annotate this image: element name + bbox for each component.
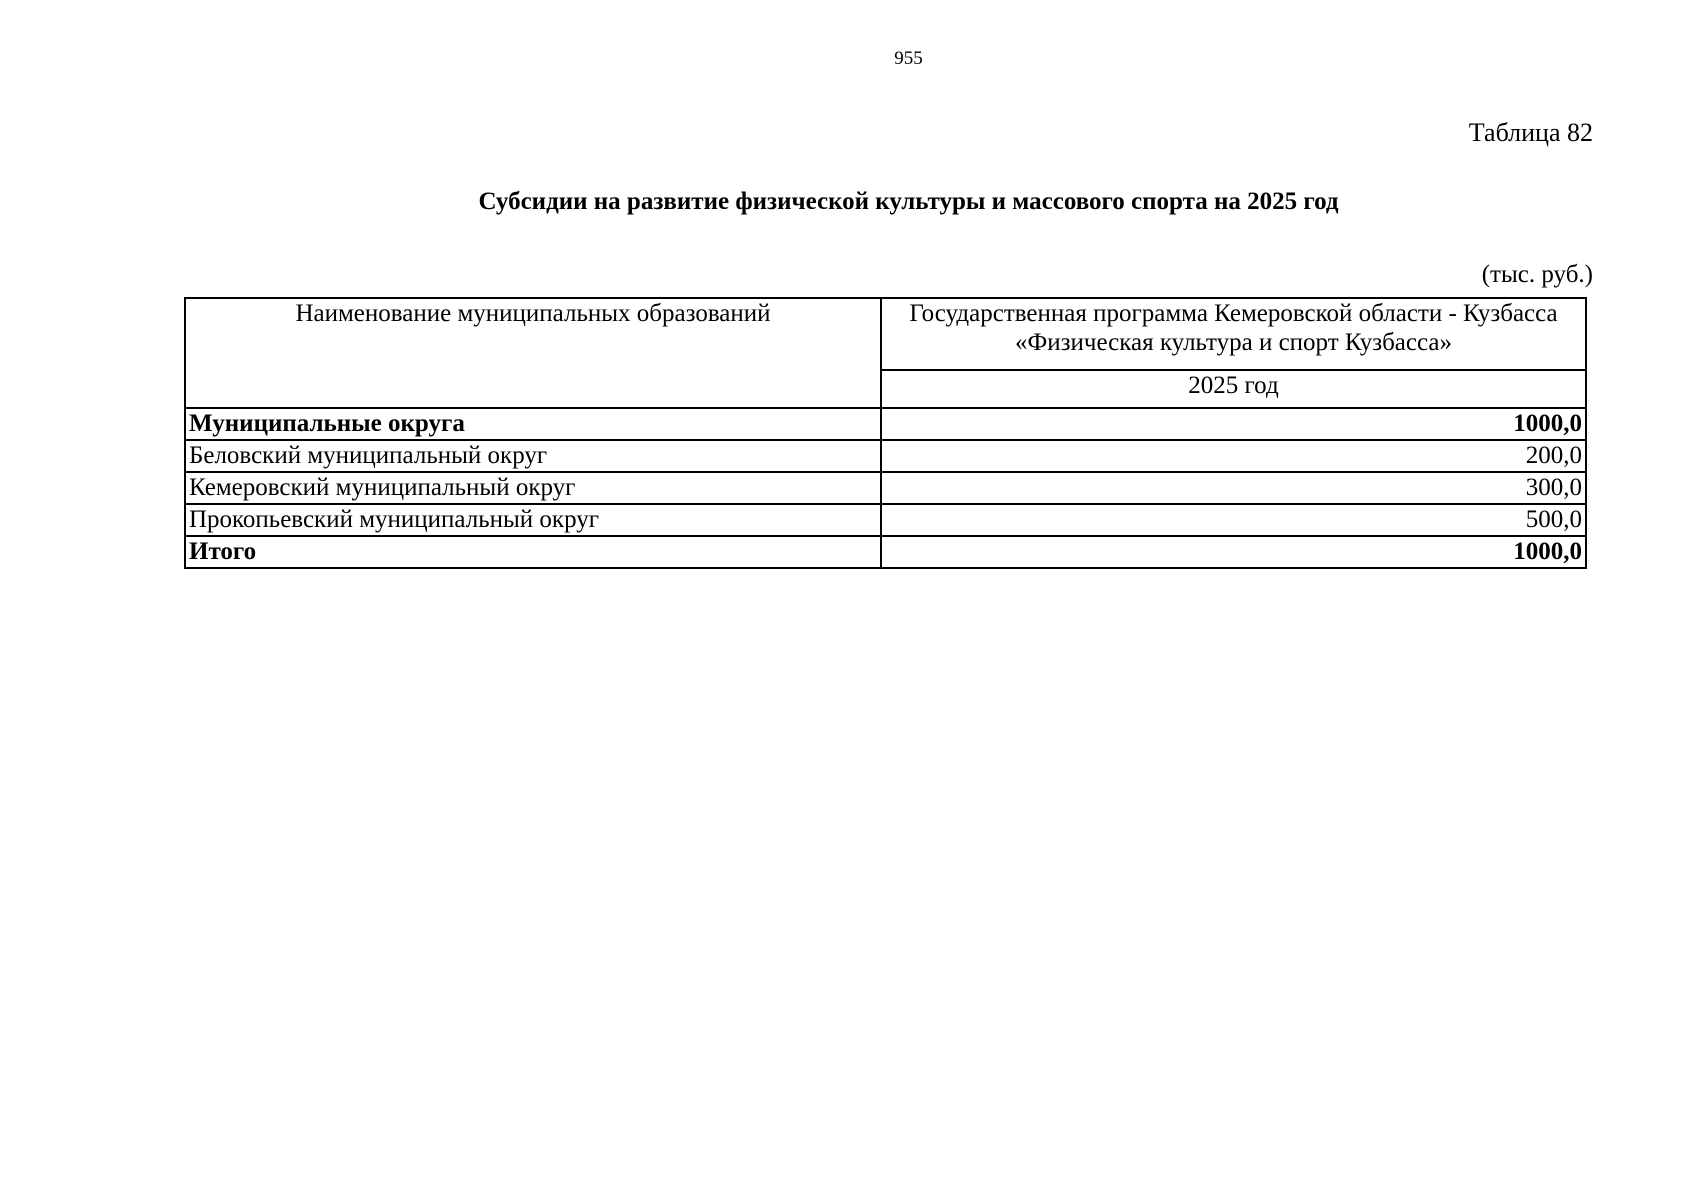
table-row xyxy=(185,440,1586,472)
row-value: 300,0 xyxy=(881,472,1586,504)
header-year: 2025 год xyxy=(881,370,1586,408)
header-program xyxy=(881,298,1586,370)
row-name: Беловский муниципальный округ xyxy=(185,440,881,472)
document-title: Субсидии на развитие физической культуры и массового спорта на 2025 год xyxy=(478,188,1339,215)
total-name: Итого xyxy=(185,536,881,568)
table-row xyxy=(185,504,1586,536)
header-program-line2: «Физическая культура и спорт Кузбасса» xyxy=(1015,329,1452,356)
table-header-row xyxy=(185,298,1586,370)
table-row xyxy=(185,408,1586,440)
row-value: 500,0 xyxy=(881,504,1586,536)
header-program-line1: Государственная программа Кемеровской области - Кузбасса xyxy=(909,300,1558,327)
row-value: 200,0 xyxy=(881,440,1586,472)
page-number: 955 xyxy=(894,48,923,69)
total-value: 1000,0 xyxy=(881,536,1586,568)
row-name: Муниципальные округа xyxy=(185,408,881,440)
row-name: Прокопьевский муниципальный округ xyxy=(185,504,881,536)
row-value: 1000,0 xyxy=(881,408,1586,440)
header-name-column: Наименование муниципальных образований xyxy=(185,298,881,408)
row-name: Кемеровский муниципальный округ xyxy=(185,472,881,504)
table-row xyxy=(185,472,1586,504)
subsidies-table xyxy=(184,297,1587,569)
units-label: (тыс. руб.) xyxy=(1481,261,1593,288)
table-total-row xyxy=(185,536,1586,568)
table-label: Таблица 82 xyxy=(1468,118,1593,147)
